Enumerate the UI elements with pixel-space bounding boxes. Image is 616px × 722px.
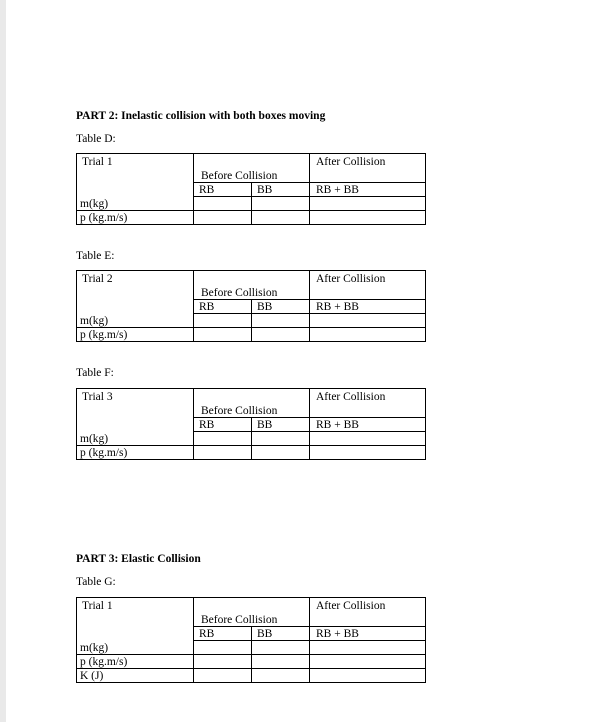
rb-header: RB xyxy=(199,628,215,640)
rb-header: RB xyxy=(199,301,215,313)
after-collision-header: After Collision xyxy=(316,600,386,612)
bb-header: BB xyxy=(257,628,273,640)
before-collision-header: Before Collision xyxy=(201,170,278,182)
row-mass-label: m(kg) xyxy=(80,315,109,327)
page-left-margin xyxy=(0,0,6,722)
rb-bb-header: RB + BB xyxy=(316,301,359,313)
table-d-label: Table D: xyxy=(76,133,116,145)
table-d xyxy=(76,153,426,225)
trial-label: Trial 2 xyxy=(82,273,113,285)
rb-header: RB xyxy=(199,184,215,196)
row-mass-label: m(kg) xyxy=(80,642,109,654)
before-collision-header: Before Collision xyxy=(201,405,278,417)
table-e-label: Table E: xyxy=(76,250,115,262)
table-g xyxy=(76,597,426,683)
rb-bb-header: RB + BB xyxy=(316,419,359,431)
bb-header: BB xyxy=(257,419,273,431)
rb-bb-header: RB + BB xyxy=(316,184,359,196)
table-f-label: Table F: xyxy=(76,367,114,379)
before-collision-header: Before Collision xyxy=(201,287,278,299)
table-f xyxy=(76,388,426,460)
trial-label: Trial 1 xyxy=(82,156,113,168)
row-mass-label: m(kg) xyxy=(80,433,109,445)
table-e xyxy=(76,270,426,342)
after-collision-header: After Collision xyxy=(316,273,386,285)
part3-heading: PART 3: Elastic Collision xyxy=(76,553,201,565)
row-kinetic-energy-label: K (J) xyxy=(80,670,104,682)
row-momentum-label: p (kg.m/s) xyxy=(80,447,128,459)
row-momentum-label: p (kg.m/s) xyxy=(80,656,128,668)
row-mass-label: m(kg) xyxy=(80,198,109,210)
part2-heading: PART 2: Inelastic collision with both boxes moving xyxy=(76,110,326,122)
row-momentum-label: p (kg.m/s) xyxy=(80,212,128,224)
trial-label: Trial 3 xyxy=(82,391,113,403)
rb-header: RB xyxy=(199,419,215,431)
after-collision-header: After Collision xyxy=(316,391,386,403)
before-collision-header: Before Collision xyxy=(201,614,278,626)
after-collision-header: After Collision xyxy=(316,156,386,168)
bb-header: BB xyxy=(257,301,273,313)
table-g-label: Table G: xyxy=(76,576,116,588)
bb-header: BB xyxy=(257,184,273,196)
row-momentum-label: p (kg.m/s) xyxy=(80,329,128,341)
trial-label: Trial 1 xyxy=(82,600,113,612)
rb-bb-header: RB + BB xyxy=(316,628,359,640)
